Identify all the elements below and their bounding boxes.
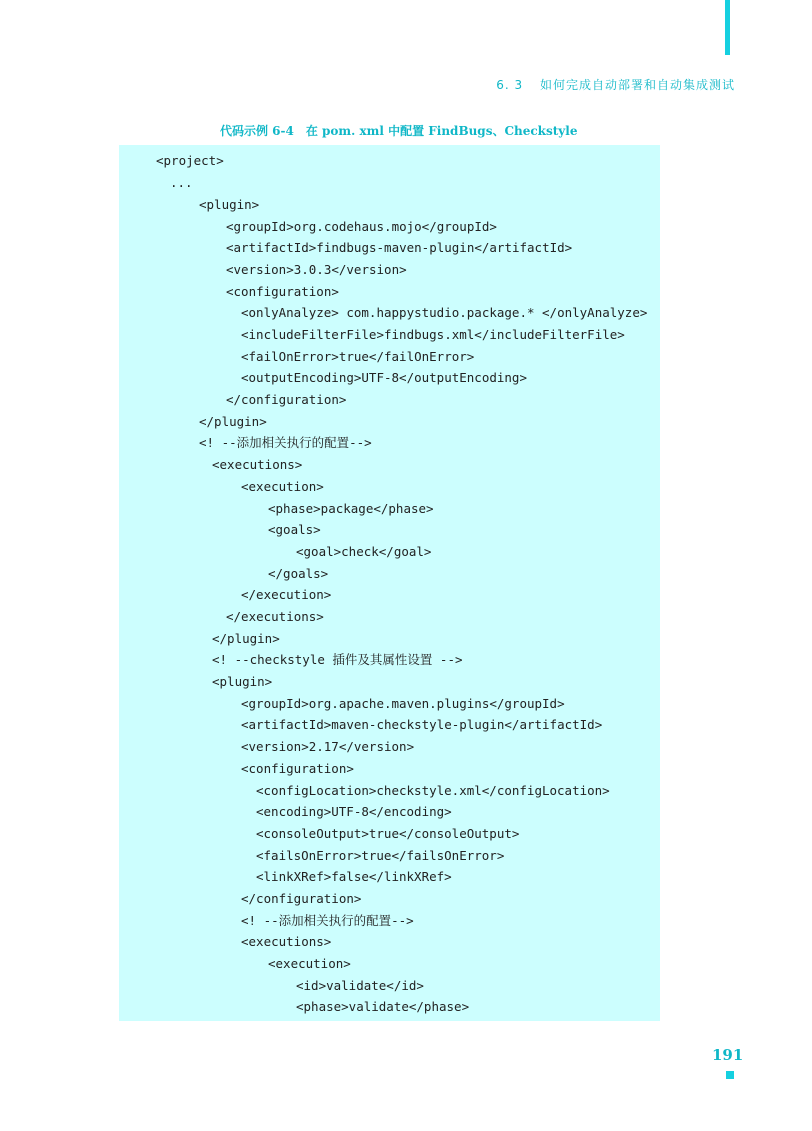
- code-line: </configuration>: [226, 392, 347, 407]
- code-line: <execution>: [268, 956, 351, 971]
- code-line: <goal>check</goal>: [296, 544, 432, 559]
- code-line: <configLocation>checkstyle.xml</configLocation>: [256, 783, 610, 798]
- code-line: <failOnError>true</failOnError>: [241, 349, 475, 364]
- code-comment: <! --添加相关执行的配置-->: [199, 435, 372, 450]
- code-line: <linkXRef>false</linkXRef>: [256, 869, 452, 884]
- code-line: ...: [170, 175, 193, 190]
- code-line: <artifactId>findbugs-maven-plugin</artifactId>: [226, 240, 573, 255]
- code-comment: <! --checkstyle 插件及其属性设置 -->: [212, 652, 463, 667]
- code-caption: 代码示例 6-4 在 pom. xml 中配置 FindBugs、Checkstyle: [220, 124, 578, 138]
- code-line: <plugin>: [212, 674, 273, 689]
- code-line: <phase>package</phase>: [268, 501, 434, 516]
- code-line: <outputEncoding>UTF-8</outputEncoding>: [241, 370, 527, 385]
- code-line: <encoding>UTF-8</encoding>: [256, 804, 452, 819]
- code-line: <artifactId>maven-checkstyle-plugin</artifactId>: [241, 717, 603, 732]
- code-line: <version>2.17</version>: [241, 739, 415, 754]
- code-line: <onlyAnalyze> com.happystudio.package.* </onlyAnalyze>: [241, 305, 648, 320]
- code-line: </configuration>: [241, 891, 362, 906]
- code-line: </goals>: [268, 566, 329, 581]
- code-line: </plugin>: [199, 414, 267, 429]
- code-comment: <! --添加相关执行的配置-->: [241, 913, 414, 928]
- code-line: <goals>: [268, 522, 321, 537]
- code-line: <id>validate</id>: [296, 978, 424, 993]
- code-line: <executions>: [241, 934, 332, 949]
- code-line: <version>3.0.3</version>: [226, 262, 407, 277]
- code-line: <includeFilterFile>findbugs.xml</includeFilterFile>: [241, 327, 625, 342]
- code-line: <execution>: [241, 479, 324, 494]
- running-header: [496, 76, 735, 93]
- code-line: </plugin>: [212, 631, 280, 646]
- page-marker-square: [726, 1071, 734, 1079]
- code-line: <configuration>: [241, 761, 354, 776]
- code-listing: [119, 145, 660, 1021]
- code-line: </executions>: [226, 609, 324, 624]
- section-number: 6. 3: [496, 78, 524, 92]
- corner-accent-bar: [725, 0, 730, 55]
- code-line: <consoleOutput>true</consoleOutput>: [256, 826, 520, 841]
- page-number: 191: [712, 1046, 744, 1064]
- section-title: 如何完成自动部署和自动集成测试: [539, 78, 735, 92]
- code-line: </execution>: [241, 587, 332, 602]
- code-line: <groupId>org.apache.maven.plugins</groupId>: [241, 696, 565, 711]
- code-line: <configuration>: [226, 284, 339, 299]
- code-line: <failsOnError>true</failsOnError>: [256, 848, 505, 863]
- code-line: <groupId>org.codehaus.mojo</groupId>: [226, 219, 497, 234]
- code-line: <phase>validate</phase>: [296, 999, 470, 1014]
- code-line: <executions>: [212, 457, 303, 472]
- code-line: <project>: [156, 153, 224, 168]
- code-line: <plugin>: [199, 197, 260, 212]
